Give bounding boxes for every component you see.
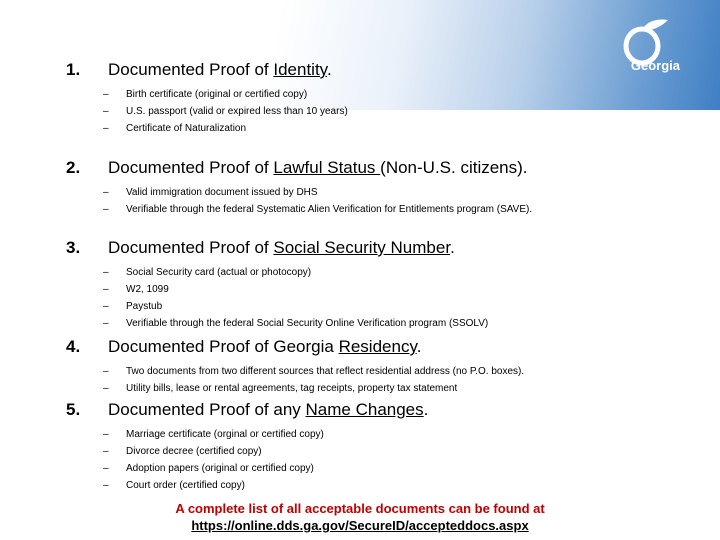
section-heading: Documented Proof of any Name Changes. [108, 400, 429, 419]
section-heading: Documented Proof of Lawful Status (Non-U.S. citizens). [108, 158, 528, 177]
section-number: 4. [66, 337, 81, 356]
section-number: 1. [66, 60, 81, 79]
section-number: 3. [66, 238, 81, 257]
section-heading: Documented Proof of Georgia Residency. [108, 337, 422, 356]
section-heading: Documented Proof of Identity. [108, 60, 332, 79]
section-number: 5. [66, 400, 81, 419]
section-heading: Documented Proof of Social Security Number. [108, 238, 455, 257]
section-number: 2. [66, 158, 81, 177]
georgia-wordmark: Georgia [630, 58, 680, 73]
footer-note: A complete list of all acceptable documents can be found at [175, 501, 545, 516]
accepted-docs-link[interactable]: https://online.dds.ga.gov/SecureID/accepteddocs.aspx [191, 518, 529, 533]
